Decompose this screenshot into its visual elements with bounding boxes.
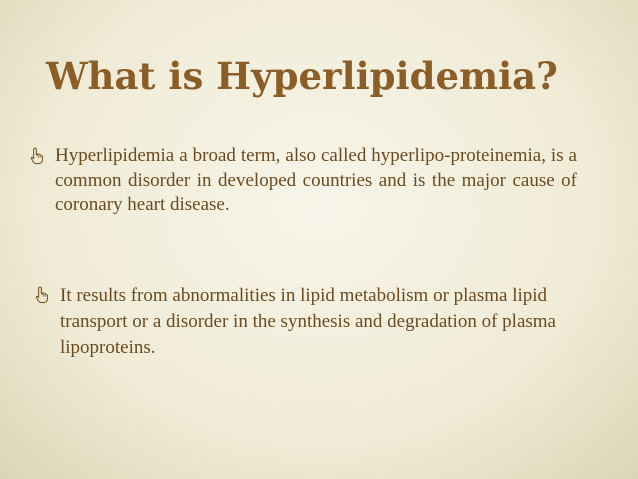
bullet-text: Hyperlipidemia a broad term, also called hyperlipo-proteinemia, is a common disorder in developed countries and is the major cause of coronary heart disease. [55, 145, 577, 215]
slide-title: What is Hyperlipidemia? [46, 54, 558, 98]
pointing-hand-icon [35, 286, 49, 304]
pointing-hand-icon [30, 147, 44, 165]
bullet-text: It results from abnormalities in lipid metabolism or plasma lipid transport or a disorder in the synthesis and degradation of plasma lipoproteins. [60, 285, 556, 358]
